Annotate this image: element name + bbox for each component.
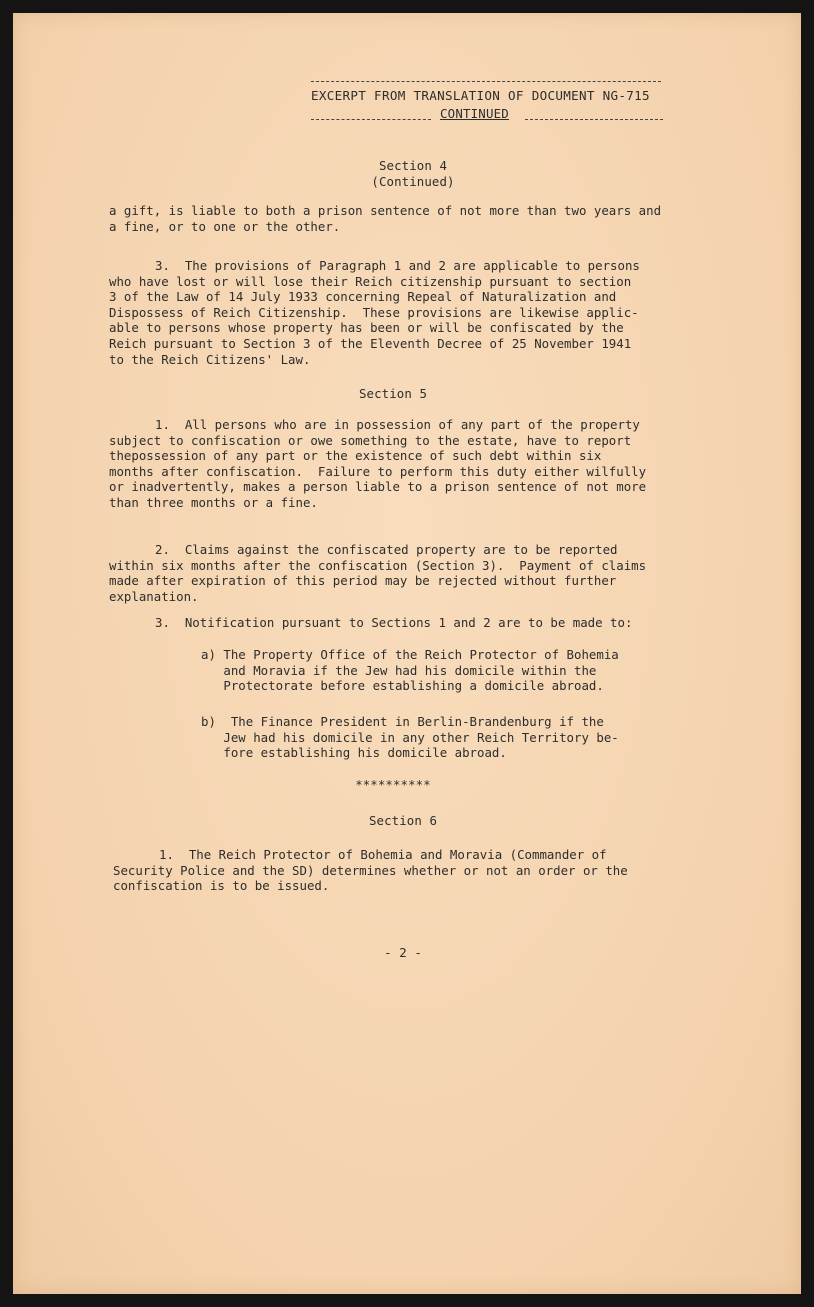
text-line: months after confiscation. Failure to perform this duty either wilfully <box>109 463 647 479</box>
section4-subheading: (Continued) <box>371 174 455 189</box>
text-line: than three months or a fine. <box>109 494 318 510</box>
text-line: and Moravia if the Jew had his domicile within the <box>201 662 597 678</box>
text-line: a) The Property Office of the Reich Protector of Bohemia <box>201 647 619 662</box>
text-line: 1. All persons who are in possession of any part of the property <box>155 417 640 432</box>
section5-item-b <box>201 714 619 761</box>
section5-paragraph-2 <box>109 542 646 604</box>
text-line: subject to confiscation or owe something to the estate, have to report <box>109 432 632 448</box>
text-line: able to persons whose property has been or will be confiscated by the <box>109 320 624 336</box>
separator-asterisks: ********** <box>355 777 431 792</box>
document-subtitle: CONTINUED <box>440 106 509 121</box>
text-line: b) The Finance President in Berlin-Brandenburg if the <box>201 714 604 729</box>
text-line: explanation. <box>109 588 199 604</box>
section6-paragraph-1 <box>113 847 628 894</box>
section5-item-a <box>201 647 619 694</box>
section5-paragraph-1 <box>109 417 646 511</box>
text-line: 1. The Reich Protector of Bohemia and Moravia (Commander of <box>159 847 607 862</box>
section4-intro <box>109 203 661 234</box>
text-line: a fine, or to one or the other. <box>109 218 341 234</box>
section4-paragraph-3 <box>109 258 640 367</box>
section5-heading: Section 5 <box>358 386 428 401</box>
document-title: EXCERPT FROM TRANSLATION OF DOCUMENT NG-715 <box>311 88 650 103</box>
text-line: or inadvertently, makes a person liable to a prison sentence of not more <box>109 479 647 495</box>
document-page <box>13 13 801 1294</box>
text-line: Reich pursuant to Section 3 of the Eleventh Decree of 25 November 1941 <box>109 335 632 351</box>
text-line: fore establishing his domicile abroad. <box>201 745 507 761</box>
text-line: 2. Claims against the confiscated property are to be reported <box>155 542 618 557</box>
text-line: thepossession of any part or the existence of such debt within six <box>109 448 602 464</box>
text-line: 3 of the Law of 14 July 1933 concerning Repeal of Naturalization and <box>109 289 617 305</box>
text-line: Jew had his domicile in any other Reich Territory be- <box>201 729 619 745</box>
text-line: made after expiration of this period may be rejected without further <box>109 573 617 589</box>
text-line: Security Police and the SD) determines whether or not an order or the <box>113 862 628 878</box>
text-line: Protectorate before establishing a domicile abroad. <box>201 678 604 694</box>
text-line: a gift, is liable to both a prison sentence of not more than two years and <box>109 203 662 218</box>
text-line: 3. The provisions of Paragraph 1 and 2 are applicable to persons <box>155 258 640 273</box>
header-top-dashes <box>311 81 661 82</box>
page-number: - 2 - <box>384 945 422 960</box>
text-line: who have lost or will lose their Reich citizenship pursuant to section <box>109 273 632 289</box>
section6-heading: Section 6 <box>368 813 438 828</box>
text-line: confiscation is to be issued. <box>113 878 330 894</box>
text-line: within six months after the confiscation (Section 3). Payment of claims <box>109 557 647 573</box>
text-line: 3. Notification pursuant to Sections 1 and 2 are to be made to: <box>155 615 633 630</box>
header-left-dashes <box>311 119 431 120</box>
section4-heading: Section 4 <box>378 158 448 173</box>
text-line: to the Reich Citizens' Law. <box>109 351 311 367</box>
section5-paragraph-3 <box>155 615 632 631</box>
header-right-dashes <box>525 119 663 120</box>
text-line: Dispossess of Reich Citizenship. These provisions are likewise applic- <box>109 304 639 320</box>
